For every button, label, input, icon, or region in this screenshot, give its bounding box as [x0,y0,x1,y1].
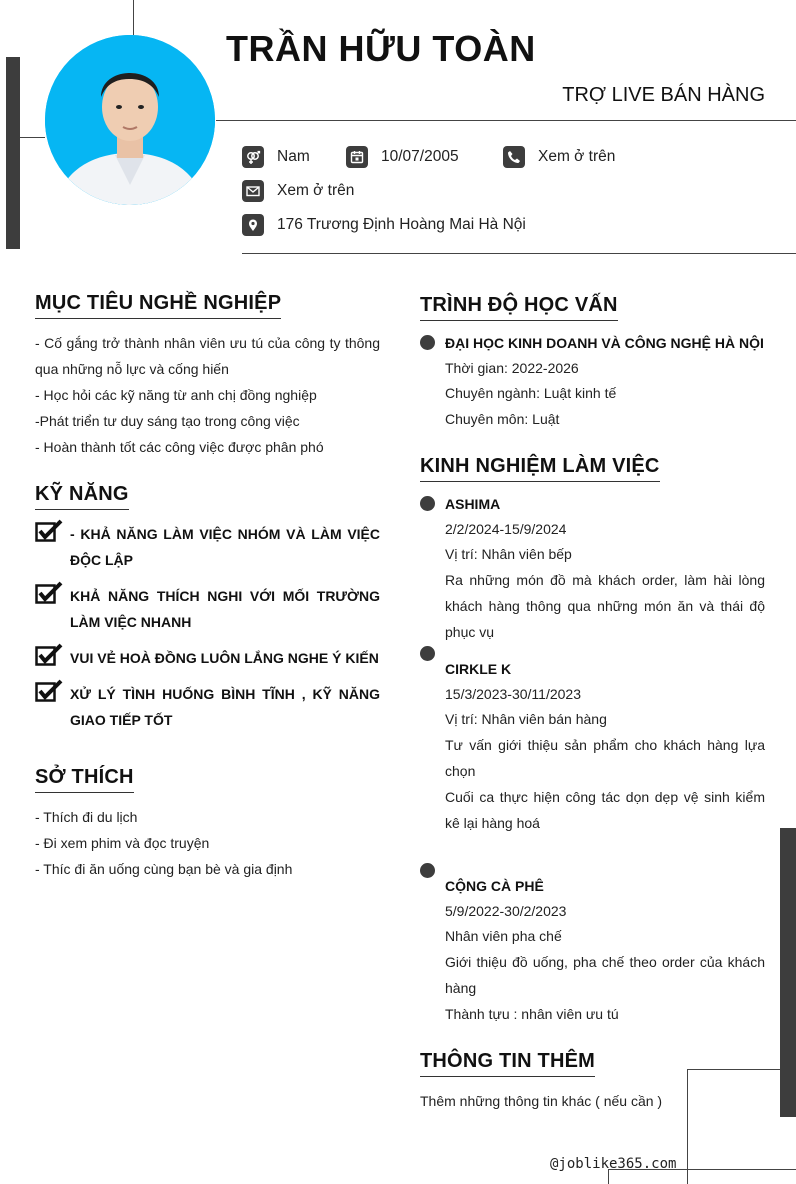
contact-divider [242,253,796,254]
hobbies-title: SỞ THÍCH [35,766,134,793]
watermark: @joblike365.com [550,1156,677,1172]
skill-text: - KHẢ NĂNG LÀM VIỆC NHÓM VÀ LÀM VIỆC ĐỘC LẬP [70,526,380,568]
job-detail: Giới thiệu đồ uống, pha chế theo order của khách hàng [445,954,765,996]
timeline-dot [420,646,435,661]
hobbies-text [35,804,380,882]
checkbox-checked-icon [35,581,63,605]
frame-line-top [133,0,134,35]
objective-line: -Phát triển tư duy sáng tạo trong công việc [35,413,300,429]
frame-line-bottom-h [687,1069,780,1070]
job-entry [445,491,765,645]
contact-phone [503,146,615,168]
job-entry [445,656,765,836]
birthday-value: 10/07/2005 [381,148,459,165]
left-accent-bar [6,57,20,249]
objective-line: - Học hỏi các kỹ năng từ anh chị đồng nghiệp [35,387,317,403]
objective-text [35,330,380,460]
gender-value: Nam [277,148,310,165]
education-entry [445,330,765,432]
contact-gender [242,146,310,168]
skill-item [35,521,380,573]
email-icon [242,180,264,202]
contact-birthday [346,146,459,168]
contact-address [242,214,526,236]
job-dates: 2/2/2024-15/9/2024 [445,521,567,537]
skill-item [35,583,380,635]
objective-line: - Cố gắng trở thành nhân viên ưu tú của công ty thông qua những nỗ lực và cống hiến [35,335,380,377]
job-entry [445,873,765,1027]
timeline-dot [420,496,435,511]
job-detail: Cuối ca thực hiện công tác dọn dẹp vệ sinh kiểm kê lại hàng hoá [445,789,765,831]
skill-item [35,681,380,733]
objective-line: - Hoàn thành tốt các công việc được phân phó [35,439,324,455]
email-value: Xem ở trên [277,182,355,199]
calendar-icon [346,146,368,168]
skill-text: XỬ LÝ TÌNH HUỐNG BÌNH TĨNH , KỸ NĂNG GIAO TIẾP TỐT [70,686,380,728]
job-detail: Ra những món đồ mà khách order, làm hài lòng khách hàng thông qua những món ăn và thái độ phục vụ [445,572,765,640]
job-dates: 5/9/2022-30/2/2023 [445,903,567,919]
hobby-line: - Thích đi du lịch [35,809,138,825]
job-position: Vị trí: Nhân viên bếp [445,546,572,562]
contact-email [242,180,354,202]
hobby-line: - Thíc đi ăn uống cùng bạn bè và gia định [35,861,293,877]
company-name: CIRKLE K [445,661,512,677]
phone-value: Xem ở trên [538,148,616,165]
checkbox-checked-icon [35,519,63,543]
skills-title: KỸ NĂNG [35,483,129,510]
header-divider [216,120,796,121]
education-title: TRÌNH ĐỘ HỌC VẤN [420,294,618,321]
skill-item [35,645,380,671]
experience-title: KINH NGHIỆM LÀM VIỆC [420,455,660,482]
job-position: Nhân viên pha chế [445,928,562,944]
checkbox-checked-icon [35,643,63,667]
location-icon [242,214,264,236]
education-major: Chuyên ngành: Luật kinh tế [445,385,617,401]
checkbox-checked-icon [35,679,63,703]
company-name: CỘNG CÀ PHÊ [445,878,544,894]
job-dates: 15/3/2023-30/11/2023 [445,686,581,702]
extra-info-title: THÔNG TIN THÊM [420,1050,595,1077]
profile-photo [45,35,215,205]
hobby-line: - Đi xem phim và đọc truyện [35,835,210,851]
timeline-dot [420,863,435,878]
right-accent-bar [780,828,796,1117]
skill-text: KHẢ NĂNG THÍCH NGHI VỚI MỐI TRƯỜNG LÀM VIỆC NHANH [70,588,380,630]
education-subject: Chuyên môn: Luật [445,411,560,427]
job-position: Vị trí: Nhân viên bán hàng [445,711,607,727]
company-name: ASHIMA [445,496,501,512]
job-detail: Tư vấn giới thiệu sản phẩm cho khách hàng lựa chọn [445,737,765,779]
extra-info-text: Thêm những thông tin khác ( nếu cần ) [420,1093,663,1109]
address-value: 176 Trương Định Hoàng Mai Hà Nội [277,216,526,233]
timeline-dot [420,335,435,350]
candidate-name: TRẦN HỮU TOÀN [226,28,536,69]
job-detail: Thành tựu : nhân viên ưu tú [445,1006,619,1022]
education-time: Thời gian: 2022-2026 [445,360,579,376]
school-name: ĐẠI HỌC KINH DOANH VÀ CÔNG NGHỆ HÀ NỘI [445,335,764,351]
frame-line-bottom-v [687,1069,688,1184]
phone-icon [503,146,525,168]
gender-icon [242,146,264,168]
skill-text: VUI VẺ HOÀ ĐỒNG LUÔN LẮNG NGHE Ý KIẾN [70,650,379,666]
objective-title: MỤC TIÊU NGHỀ NGHIỆP [35,292,281,319]
job-title: TRỢ LIVE BÁN HÀNG [562,84,765,106]
frame-line-left [20,137,45,138]
